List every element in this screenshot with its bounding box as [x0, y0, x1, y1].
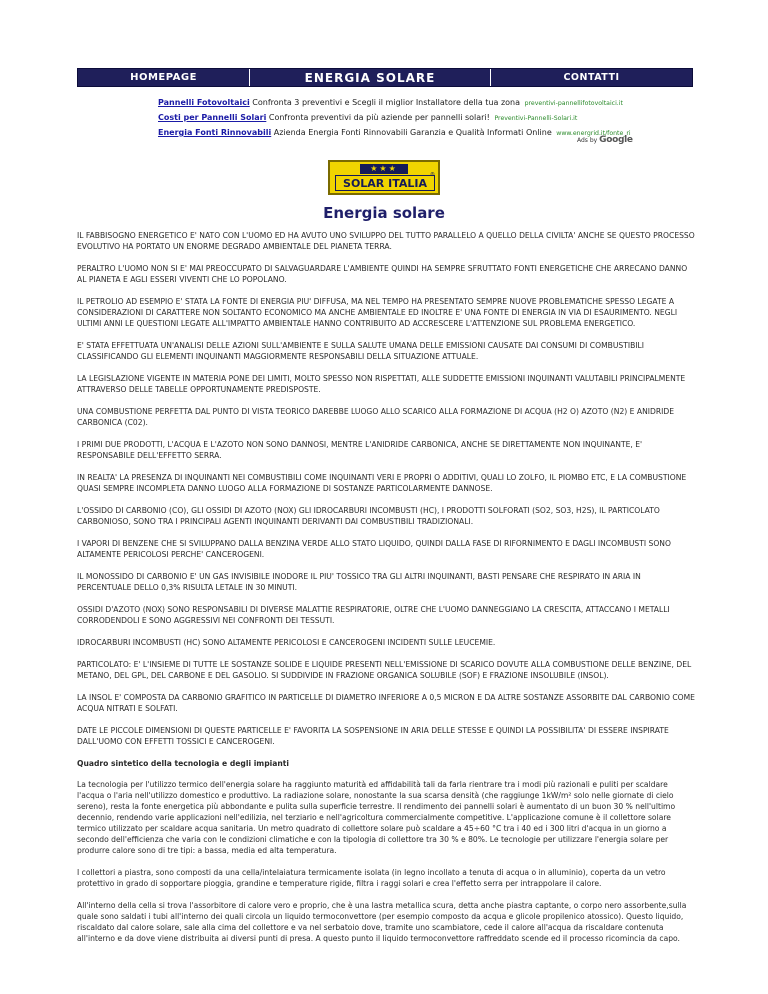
- nav-homepage-link[interactable]: HOMEPAGE: [78, 69, 250, 86]
- paragraph: LA INSOL E' COMPOSTA DA CARBONIO GRAFITICO IN PARTICELLE DI DIAMETRO INFERIORE A 0,5 MICRON E DA ALTRE SOSTANZE ASSORBITE DAL CARBONIO COME ACQUA NITRATI E SOLFATI.: [77, 693, 695, 713]
- page-title: Energia solare: [323, 204, 445, 222]
- ad-text: Confronta preventivi da più aziende per pannelli solari!: [268, 113, 490, 122]
- solar-italia-logo: [328, 160, 440, 195]
- top-navigation: [77, 68, 693, 87]
- ads-block: [158, 95, 631, 140]
- ad-url[interactable]: preventivi-pannellifotovoltaici.it: [524, 100, 623, 107]
- paragraph: La tecnologia per l'utilizzo termico dell'energia solare ha raggiunto maturità ed affidabilità tali da farla rientrare tra i modi più razionali e puliti per scaldare l'acqua o l'aria nell'utilizzo domestico e produttivo. La radiazione solare, nonostante la sua scarsa densità (che raggiunge 1kW/m² solo nelle giornate di cielo sereno), resta la fonte energetica più abbondante e pulita sulla superficie terrestre. Il rendimento dei pannelli solari è aumentato di un buon 30 % nell'ultimo decennio, rendendo varie applicazioni nell'edilizia, nel terziario e nell'agricoltura commercialmente competitive. L'applicazione comune è il collettore solare termico utilizzato per scaldare acqua sanitaria. Un metro quadrato di collettore solare può scaldare a 45÷60 °C tra i 40 ed i 300 litri d'acqua in un giorno a secondo dell'efficienza che varia con le condizioni climatiche e con la tipologia di collettore tra 30 % e 80%. Le tecnologie per utilizzare l'energia solare per produrre calore sono di tre tipi: a bassa, media ed alta temperatura.: [77, 780, 676, 855]
- paragraph: L'OSSIDO DI CARBONIO (CO), GLI OSSIDI DI AZOTO (NOX) GLI IDROCARBURI INCOMBUSTI (HC), I PRODOTTI SOLFORATI (SO2, SO3, H2S), IL PARTICOLATO CARBONIOSO, SONO TRA I PRINCIPALI AGENTI INQUINANTI DERIVANTI DAI COMBUSTIBILI TRADIZIONALI.: [77, 506, 660, 526]
- ad-item: [158, 95, 623, 110]
- paragraph: IN REALTA' LA PRESENZA DI INQUINANTI NEI COMBUSTIBILI COME INQUINANTI VERI E PROPRI O ADDITIVI, QUALI LO ZOLFO, IL PIOMBO ETC, E LA COMBUSTIONE QUASI SEMPRE INCOMPLETA DANNO LUOGO ALLA FORMAZIONE DI SOSTANZE PARTICOLARMENTE DANNOSE.: [77, 473, 687, 493]
- ads-by-google[interactable]: [577, 135, 633, 145]
- ad-url[interactable]: www.energrid.it/fonte_ri: [556, 130, 631, 137]
- paragraph: E' STATA EFFETTUATA UN'ANALISI DELLE AZIONI SULL'AMBIENTE E SULLA SALUTE UMANA DELLE EMISSIONI CAUSATE DAI CONSUMI DI COMBUSTIBILI CLASSIFICANDO GLI ELEMENTI INQUINANTI MAGGIORMENTE RESPONSABILI DELLA SITUAZIONE ATTUALE.: [77, 341, 645, 361]
- section-subheading: Quadro sintetico della tecnologia e degli impianti: [77, 759, 290, 768]
- logo-stars: ★★★: [360, 164, 408, 174]
- ad-item: [158, 125, 631, 140]
- paragraph: OSSIDI D'AZOTO (NOX) SONO RESPONSABILI DI DIVERSE MALATTIE RESPIRATORIE, OLTRE CHE L'UOMO DANNEGGIANO LA CRESCITA, ATTACCANO I METALLI CORRODENDOLI E SONO AGGRESSIVI NEI CONFRONTI DEI TESSUTI.: [77, 605, 670, 625]
- article-content: [77, 230, 695, 955]
- paragraph: PARTICOLATO: E' L'INSIEME DI TUTTE LE SOSTANZE SOLIDE E LIQUIDE PRESENTI NELL'EMISSIONE DI SCARICO DOVUTE ALLA COMBUSTIONE DELLE BENZINE, DEL METANO, DEL GPL, DEL CARBONE E DEL GASOLIO. SI SUDDIVIDE IN FRAZIONE ORGANICA SOLUBILE (SOF) E FRAZIONE INSOLUBILE (INSOL).: [77, 660, 692, 680]
- paragraph: All'interno della cella si trova l'assorbitore di calore vero e proprio, che è una lastra metallica scura, detta anche piastra captante, o corpo nero assorbente,sulla quale sono saldati i tubi all'interno dei quali circola un liquido termoconvettore (per esempio composto da acqua e glicole propilenico atossico). Questo liquido, riscaldato dal calore solare, sale alla cima del collettore e va nel serbatoio dove, tramite uno scambiatore, cede il calore all'acqua da riscaldare contenuta all'interno e da dove viene distribuita ai diversi punti di presa. A questo punto il liquido termoconvettore raffreddato scende ed il processo ricomincia da capo.: [77, 901, 687, 943]
- ad-link[interactable]: Costi per Pannelli Solari: [158, 113, 267, 122]
- ad-text: Azienda Energia Fonti Rinnovabili Garanzia e Qualità Informati Online: [273, 128, 552, 137]
- paragraph: LA LEGISLAZIONE VIGENTE IN MATERIA PONE DEI LIMITI, MOLTO SPESSO NON RISPETTATI, ALLE SUDDETTE EMISSIONI INQUINANTI VALUTABILI PRINCIPALMENTE ATTRAVERSO DELLE TABELLE OPPORTUNAMENTE PREDISPOSTE.: [77, 374, 686, 394]
- nav-energia-solare-link[interactable]: ENERGIA SOLARE: [250, 69, 491, 86]
- paragraph: UNA COMBUSTIONE PERFETTA DAL PUNTO DI VISTA TEORICO DAREBBE LUOGO ALLO SCARICO ALLA FORMAZIONE DI ACQUA (H2 O) AZOTO (N2) E ANIDRIDE CARBONICA (C02).: [77, 407, 674, 427]
- google-logo: Google: [599, 135, 633, 145]
- ads-by-label: Ads by: [577, 137, 598, 144]
- paragraph: DATE LE PICCOLE DIMENSIONI DI QUESTE PARTICELLE E' FAVORITA LA SOSPENSIONE IN ARIA DELLE STESSE E QUINDI LA POSSIBILITA' DI ESSERE INSPIRATE DALL'UOMO CON EFFETTI TOSSICI E CANCEROGENI.: [77, 726, 669, 746]
- logo-registered-mark: ®: [430, 172, 435, 178]
- ad-text: Confronta 3 preventivi e Scegli il miglior Installatore della tua zona: [252, 98, 521, 107]
- ad-link[interactable]: Energia Fonti Rinnovabili: [158, 128, 272, 137]
- ad-item: [158, 110, 618, 125]
- paragraph: I collettori a piastra, sono composti da una cella/intelaiatura termicamente isolata (in legno incollato a tenuta di acqua o in alluminio), coperta da un vetro protettivo in grado di sopportare pioggia, grandine e temperature rigide, filtra i raggi solari e crea l'effetto serra per intrappolare il calore.: [77, 868, 666, 888]
- nav-contatti-link[interactable]: CONTATTI: [563, 72, 620, 83]
- paragraph: PERALTRO L'UOMO NON SI E' MAI PREOCCUPATO DI SALVAGUARDARE L'AMBIENTE QUINDI HA SEMPRE SFRUTTATO FONTI ENERGETICHE CHE ARRECANO DANNO AL PIANETA E AGLI ESSERI VIVENTI CHE LO POPOLANO.: [77, 264, 688, 284]
- ad-link[interactable]: Pannelli Fotovoltaici: [158, 98, 250, 107]
- paragraph: I VAPORI DI BENZENE CHE SI SVILUPPANO DALLA BENZINA VERDE ALLO STATO LIQUIDO, QUINDI DALLA FASE DI RIFORNIMENTO E DAGLI INCOMBUSTI SONO ALTAMENTE PERICOLOSI PERCHE' CANCEROGENI.: [77, 539, 671, 559]
- paragraph: IDROCARBURI INCOMBUSTI (HC) SONO ALTAMENTE PERICOLOSI E CANCEROGENI INCIDENTI SULLE LEUCEMIE.: [77, 638, 496, 647]
- paragraph: IL FABBISOGNO ENERGETICO E' NATO CON L'UOMO ED HA AVUTO UNO SVILUPPO DEL TUTTO PARALLELO A QUELLO DELLA CIVILTA' ANCHE SE QUESTO PROCESSO EVOLUTIVO HA PORTATO UN ENORME DEGRADO AMBIENTALE DEL PIANETA TERRA.: [77, 231, 695, 251]
- ad-url[interactable]: Preventivi-Pannelli-Solari.it: [494, 115, 578, 122]
- paragraph: I PRIMI DUE PRODOTTI, L'ACQUA E L'AZOTO NON SONO DANNOSI, MENTRE L'ANIDRIDE CARBONICA, ANCHE SE DIRETTAMENTE NON INQUINANTE, E' RESPONSABILE DELL'EFFETTO SERRA.: [77, 440, 643, 460]
- logo-name: SOLAR ITALIA: [335, 175, 435, 191]
- paragraph: IL MONOSSIDO DI CARBONIO E' UN GAS INVISIBILE INODORE IL PIU' TOSSICO TRA GLI ALTRI INQUINANTI, BASTI PENSARE CHE RESPIRATO IN ARIA IN PERCENTUALE DELLO 0,3% RISULTA LETALE IN 30 MINUTI.: [77, 572, 641, 592]
- paragraph: IL PETROLIO AD ESEMPIO E' STATA LA FONTE DI ENERGIA PIU' DIFFUSA, MA NEL TEMPO HA PRESENTATO SEMPRE NUOVE PROBLEMATICHE SPESSO LEGATE A CONSIDERAZIONI DI CARATTERE NON SOLTANTO ECONOMICO MA ANCHE AMBIENTALE ED INOLTRE E' UNA FONTE DI ENERGIA IN VIA DI ESAURIMENTO. NEGLI ULTIMI ANNI LE QUESTIONI LEGATE ALL'IMPATTO AMBIENTALE HANNO CONTRIBUITO AD ACCRESCERE L'ATTENZIONE SUL PROBLEMA ENERGETICO.: [77, 297, 678, 328]
